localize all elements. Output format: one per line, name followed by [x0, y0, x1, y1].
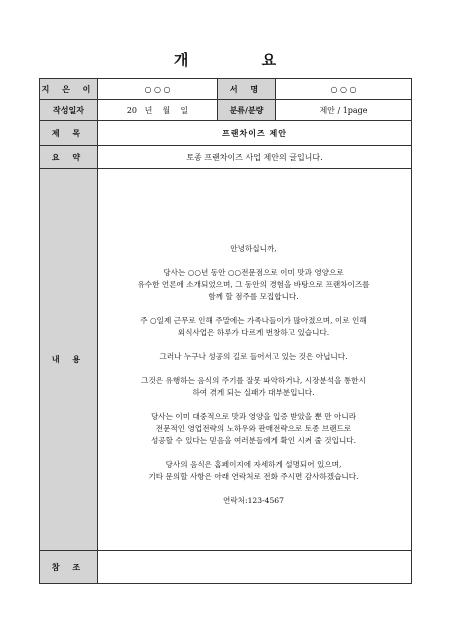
summary-row	[40, 146, 412, 169]
content-line: 성공할 수 있다는 믿음을 여러분들에게 확인 시켜 줄 것입니다.	[150, 435, 357, 445]
content-line: 외식사업은 하루가 다르게 번창하고 있습니다.	[177, 327, 330, 337]
content-paragraph	[106, 459, 401, 483]
signature-label: 서 명	[218, 79, 276, 100]
content-paragraph	[106, 351, 401, 363]
reference-label: 참 조	[40, 551, 98, 584]
content-label: 내 용	[40, 169, 98, 551]
date-row	[40, 100, 412, 121]
reference-value[interactable]	[98, 551, 412, 584]
content-text	[98, 201, 411, 507]
content-line: 기타 문의할 사항은 아래 연락처로 전화 주시면 감사하겠습니다.	[148, 471, 359, 481]
content-paragraph	[106, 315, 401, 339]
reference-row	[40, 551, 412, 584]
category-value[interactable]: 제안 / 1page	[276, 100, 412, 121]
content-line: 당사는 ○○년 동안 ○○전문점으로 이미 맛과 영양으로	[163, 267, 344, 277]
author-value[interactable]: ○ ○ ○	[98, 79, 218, 100]
content-line: 그것은 유행하는 음식의 주기를 잘못 파악하거나, 시장분석을 통한시	[141, 375, 366, 385]
subject-label: 제 목	[40, 121, 98, 146]
subject-row	[40, 121, 412, 146]
content-line: 연락처:123-4567	[223, 495, 284, 505]
content-row	[40, 169, 412, 551]
summary-form	[39, 78, 412, 584]
category-label: 분류/분량	[218, 100, 276, 121]
subject-value[interactable]: 프랜차이즈 제안	[98, 121, 412, 146]
date-value[interactable]: 20 년 월 일	[98, 100, 218, 121]
content-paragraph	[106, 267, 401, 303]
content-line: 하여 겪게 되는 실패가 대부분입니다.	[192, 387, 315, 397]
content-paragraph	[106, 243, 401, 255]
content-line: 유수한 언론에 소개되었으며, 그 동안의 경험을 바탕으로 프랜차이즈를	[137, 279, 370, 289]
content-paragraph	[106, 375, 401, 399]
content-line: 그러나 누구나 성공의 길로 들어서고 있는 것은 아닙니다.	[159, 351, 348, 361]
content-paragraph	[106, 411, 401, 447]
content-paragraph	[106, 495, 401, 507]
summary-label: 요 약	[40, 146, 98, 169]
content-line: 전문적인 영업전략의 노하우와 판매전략으로 토종 브랜드로	[155, 423, 352, 433]
document-title: 개 요	[173, 51, 311, 69]
content-line: 당사의 음식은 홈페이지에 자세하게 설명되어 있으며,	[165, 459, 342, 469]
content-line: 당사는 이미 대중적으로 맛과 영양을 입증 받았을 뿐 만 아니라	[150, 411, 357, 421]
content-line: 안녕하십니까,	[230, 243, 277, 253]
signature-value[interactable]: ○ ○ ○	[276, 79, 412, 100]
date-label: 작성일자	[40, 100, 98, 121]
content-line: 주 ○일제 근무로 인해 주말에는 가족나들이가 많아졌으며, 이로 인해	[140, 315, 367, 325]
content-line: 함께 할 점주를 모집합니다.	[208, 291, 299, 301]
author-label: 지 은 이	[40, 79, 98, 100]
content-body[interactable]	[98, 169, 412, 551]
summary-value[interactable]: 토종 프랜차이즈 사업 제안의 글입니다.	[98, 146, 412, 169]
author-row	[40, 79, 412, 100]
